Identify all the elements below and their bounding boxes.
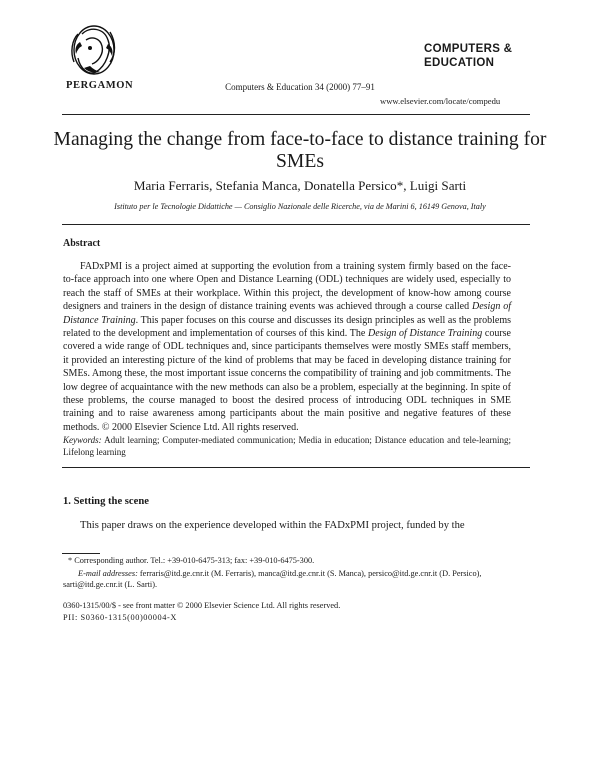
abstract-heading: Abstract <box>63 238 101 249</box>
keywords-list: Adult learning; Computer-mediated communication; Media in education; Distance education and tele-learning; Lifelong learning <box>63 435 511 457</box>
section-heading: 1. Setting the scene <box>63 496 149 507</box>
abstract-bottom-divider <box>62 467 530 468</box>
footnote-corresponding: * Corresponding author. Tel.: +39-010-6475-313; fax: +39-010-6475-300. <box>68 556 315 565</box>
abstract-text-3: course covered a wide range of ODL techniques and, since participants themselves were mostly SMEs staff members, it provided an interesting picture of the kind of problems that may be faced in developing distance training for SMEs. Among these, the most important issue concerns the compatibility of training and job commitments. The low degree of acquaintance with the new methods can also be a problem, especially at the beginning. In spite of these problems, the course managed to boost the desired process of introducing ODL techniques in SME training and to raise awareness among participants about the main positive and negative features of these methods. © 2000 Elsevier Science Ltd. All rights reserved. <box>63 328 511 433</box>
section-body: This paper draws on the experience developed within the FADxPMI project, funded by the <box>80 520 465 531</box>
email-label: E-mail addresses: <box>78 569 138 578</box>
abstract-text-1: FADxPMI is a project aimed at supporting the evolution from a training system firmly based on the face-to-face approach into one where Open and Distance Learning (ODL) techniques are widely used, especially to reach the staff of SMEs at their workplace. Within this project, the development of know-how among course designers and trainers in the design of distance training events was achieved through a course called <box>63 261 511 313</box>
footnote-pii: PII: S0360-1315(00)00004-X <box>63 613 178 622</box>
email-list: ferraris@itd.ge.cnr.it (M. Ferraris), manca@itd.ge.cnr.it (S. Manca), persico@itd.ge.cnr.it (D. Persico), sarti@itd.ge.cnr.it (L. Sarti). <box>63 569 482 590</box>
footnote-issn: 0360-1315/00/$ - see front matter © 2000 Elsevier Science Ltd. All rights reserved. <box>63 601 341 610</box>
footnote-divider <box>62 553 100 554</box>
course-name: Design of Distance Training <box>368 328 483 340</box>
keywords-label: Keywords: <box>63 435 102 445</box>
author-list: Maria Ferraris, Stefania Manca, Donatella Persico*, Luigi Sarti <box>133 178 467 193</box>
abstract-text-2: . This paper focuses on this course and discusses its design principles as well as the problems related to the development and implementation of courses of this kind. The <box>63 314 511 340</box>
journal-reference: Computers & Education 34 (2000) 77–91 <box>225 82 375 92</box>
publisher-logo-icon <box>60 22 130 80</box>
journal-brand-line2: EDUCATION <box>424 57 495 69</box>
journal-brand <box>424 42 512 70</box>
author-affiliation: Istituto per le Tecnologie Didattiche — Consiglio Nazionale delle Ricerche, via de Marini 6, 16149 Genova, Italy <box>114 202 486 211</box>
article-title: Managing the change from face-to-face to distance training for SMEs <box>53 129 547 172</box>
abstract-top-divider <box>62 224 530 225</box>
keywords <box>63 434 511 458</box>
abstract-body <box>63 260 511 434</box>
publisher-name: PERGAMON <box>66 80 134 91</box>
journal-brand-line1: COMPUTERS & <box>424 43 513 55</box>
course-name: Design of Distance Training <box>63 301 511 326</box>
journal-url[interactable]: www.elsevier.com/locate/compedu <box>380 96 501 106</box>
footnote-emails <box>63 568 511 591</box>
header-divider <box>62 114 530 115</box>
